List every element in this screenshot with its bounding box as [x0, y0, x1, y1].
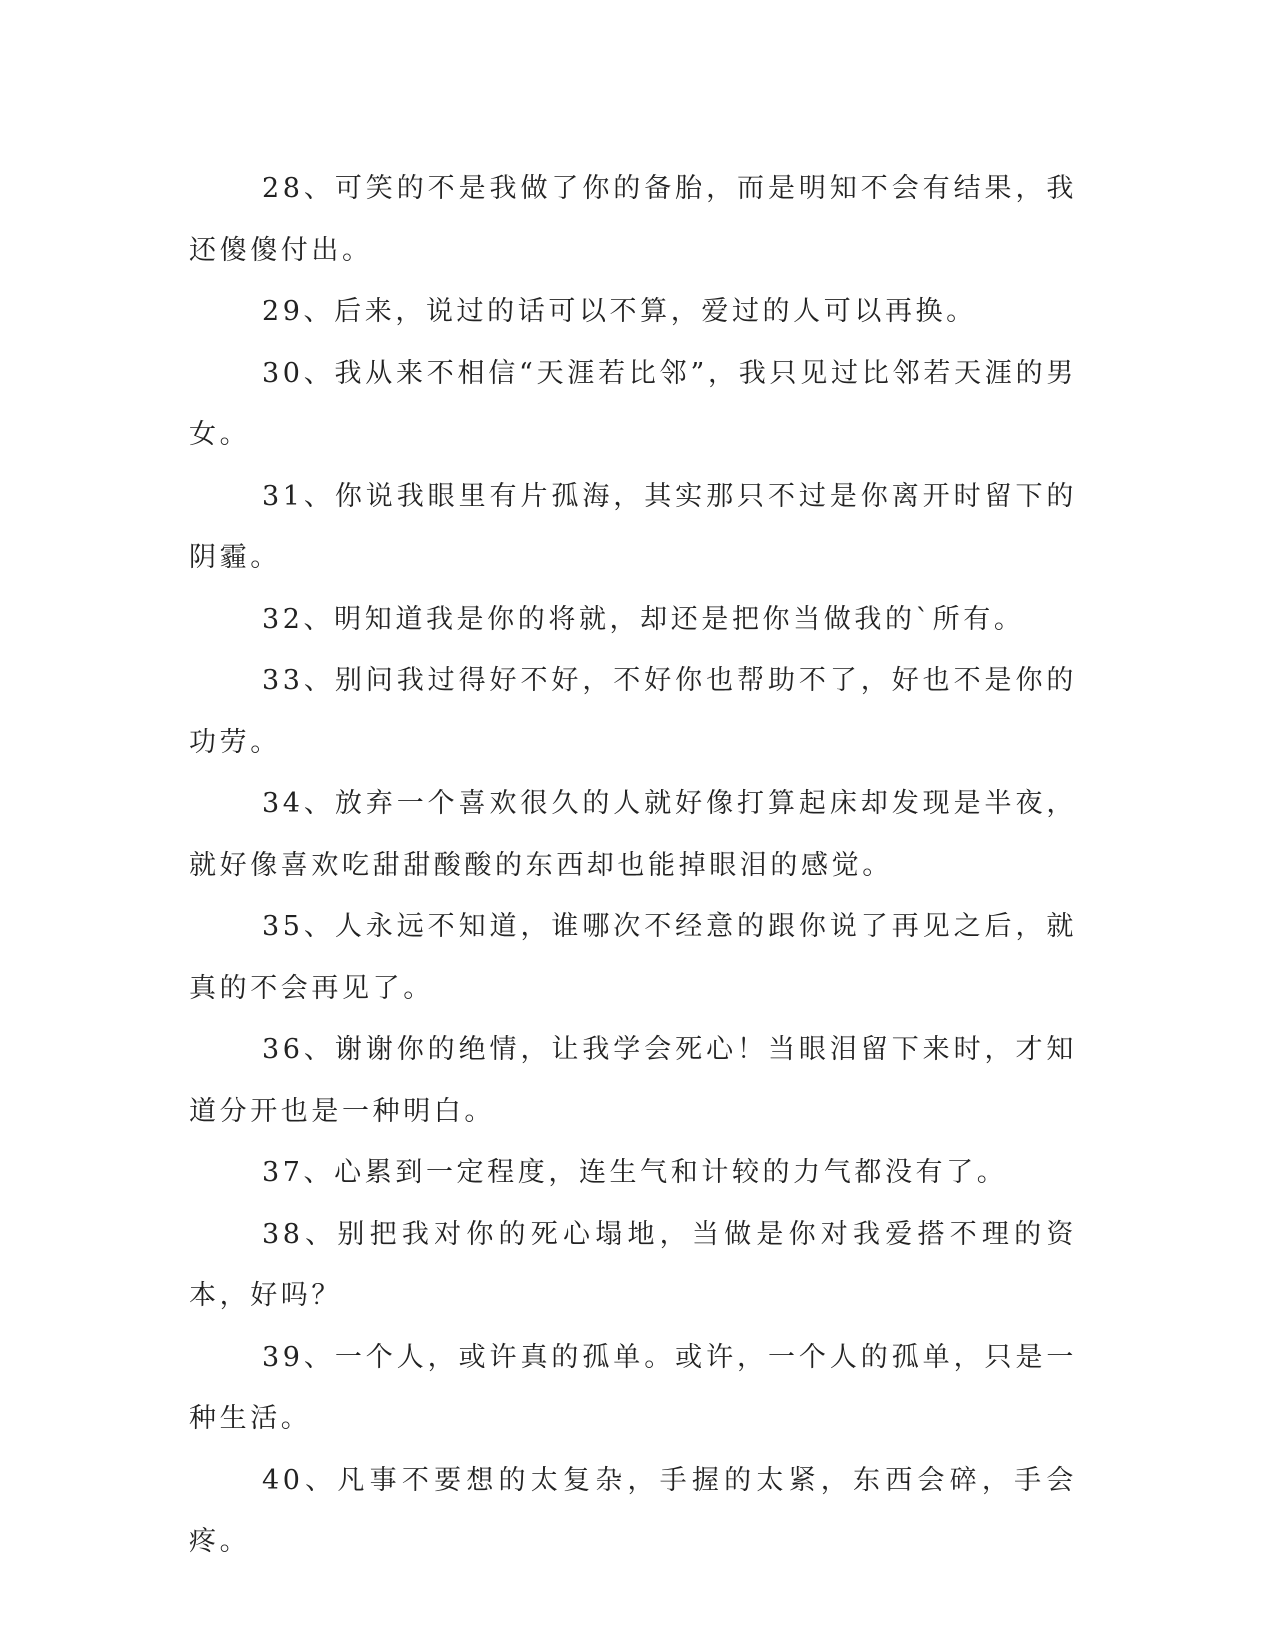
paragraph-36: 36、谢谢你的绝情，让我学会死心！当眼泪留下来时，才知道分开也是一种明白。: [189, 1034, 1077, 1127]
paragraph-34: 34、放弃一个喜欢很久的人就好像打算起床却发现是半夜，就好像喜欢吃甜甜酸酸的东西却也能掉眼泪的感觉。: [189, 788, 1077, 881]
paragraph-37: 37、心累到一定程度，连生气和计较的力气都没有了。: [262, 1157, 1008, 1188]
paragraph-33: 33、别问我过得好不好，不好你也帮助不了，好也不是你的功劳。: [189, 665, 1077, 758]
paragraph-31: 31、你说我眼里有片孤海，其实那只不过是你离开时留下的阴霾。: [189, 480, 1077, 573]
paragraph-39: 39、一个人，或许真的孤单。或许，一个人的孤单，只是一种生活。: [189, 1341, 1077, 1434]
paragraph-30: 30、我从来不相信“天涯若比邻”，我只见过比邻若天涯的男女。: [189, 357, 1077, 450]
paragraph-29: 29、后来，说过的话可以不算，爱过的人可以再换。: [262, 296, 977, 327]
document-body: [189, 158, 1077, 1573]
paragraph-38: 38、别把我对你的死心塌地，当做是你对我爱搭不理的资本，好吗？: [189, 1218, 1077, 1311]
paragraph-28: 28、可笑的不是我做了你的备胎，而是明知不会有结果，我还傻傻付出。: [189, 173, 1077, 266]
paragraph-40: 40、凡事不要想的太复杂，手握的太紧，东西会碎，手会疼。: [189, 1464, 1077, 1557]
paragraph-32: 32、明知道我是你的将就，却还是把你当做我的`所有。: [262, 603, 1025, 635]
paragraph-35: 35、人永远不知道，谁哪次不经意的跟你说了再见之后，就真的不会再见了。: [189, 911, 1077, 1004]
